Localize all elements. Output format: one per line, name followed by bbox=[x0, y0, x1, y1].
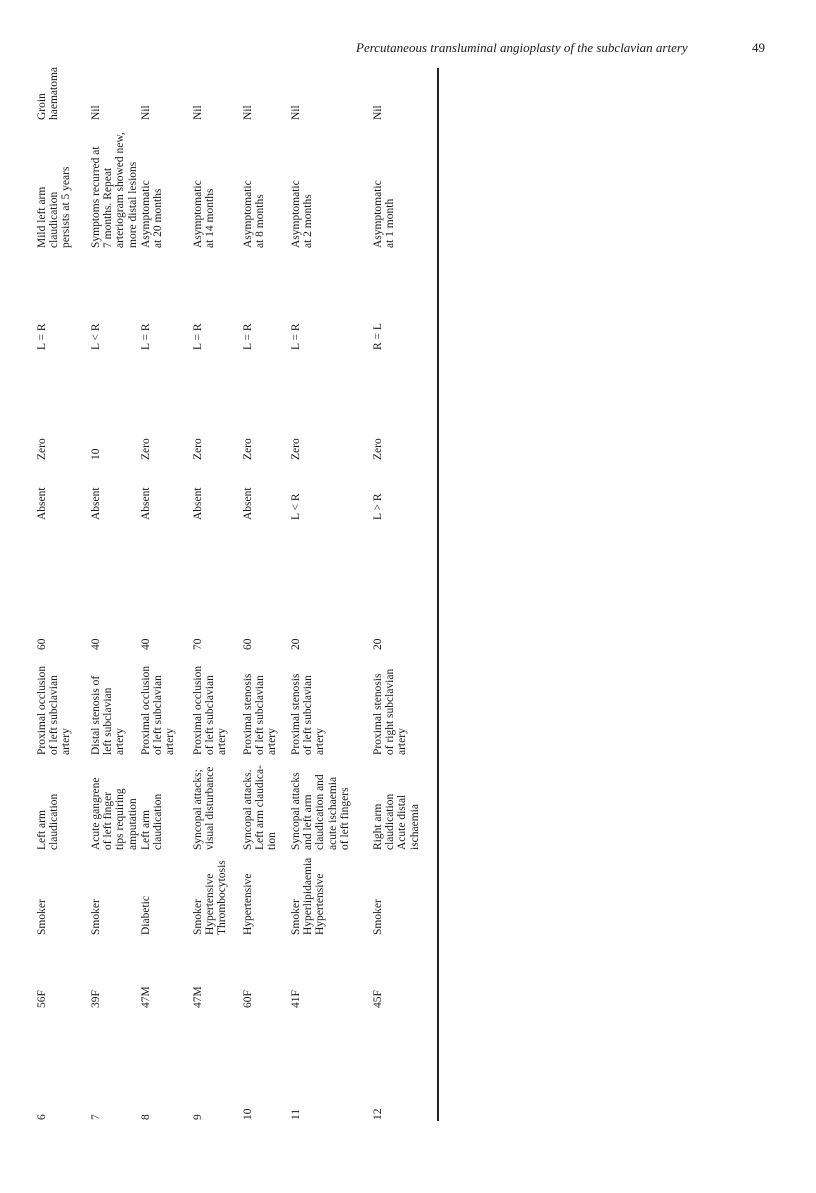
blood-pressure-text: R = L bbox=[372, 323, 384, 350]
radial-pulse-cell bbox=[192, 487, 204, 520]
symptoms-cell bbox=[90, 778, 139, 850]
symptoms-text: claudication bbox=[48, 793, 61, 850]
complication-text: Nil bbox=[290, 105, 302, 120]
case-number-cell bbox=[90, 1114, 102, 1120]
lesion-text: Proximal occlusion bbox=[192, 665, 204, 755]
radial-pulse-text: Absent bbox=[242, 487, 254, 520]
pressure-gradient-text: Zero bbox=[372, 438, 384, 460]
complication-cell bbox=[242, 105, 254, 120]
lesion-text: artery bbox=[314, 728, 327, 755]
case-number-text: 9 bbox=[192, 1114, 204, 1120]
outcome-text: Asymptomatic bbox=[372, 180, 384, 248]
age-sex-text: 47M bbox=[192, 986, 204, 1008]
outcome-text: Asymptomatic bbox=[140, 180, 152, 248]
outcome-text: arteriogram showed new, bbox=[114, 132, 127, 248]
age-sex-cell bbox=[242, 990, 254, 1008]
stenosis-percent-cell bbox=[90, 639, 102, 651]
age-sex-cell bbox=[36, 990, 48, 1008]
blood-pressure-text: L = R bbox=[192, 323, 204, 350]
symptoms-cell bbox=[140, 794, 164, 850]
radial-pulse-cell bbox=[290, 493, 302, 520]
outcome-text: claudication bbox=[48, 191, 61, 248]
stenosis-percent-text: 60 bbox=[242, 638, 254, 650]
lesion-text: of left subclavian bbox=[152, 675, 165, 755]
symptoms-text: of left fingers bbox=[338, 787, 351, 850]
symptoms-cell bbox=[36, 794, 60, 850]
lesion-text: artery bbox=[114, 728, 127, 755]
blood-pressure-cell bbox=[90, 323, 102, 350]
case-number-cell bbox=[290, 1109, 302, 1120]
symptoms-text: Left arm claudica- bbox=[254, 765, 267, 850]
symptoms-text: and left arm bbox=[302, 794, 315, 850]
stenosis-percent-cell bbox=[242, 639, 254, 651]
outcome-text: Asymptomatic bbox=[242, 180, 254, 248]
symptoms-text: tion bbox=[266, 832, 279, 850]
lesion-text: of left subclavian bbox=[48, 675, 61, 755]
symptoms-text: Left arm bbox=[140, 810, 152, 850]
symptoms-text: Syncopal attacks. bbox=[242, 769, 254, 850]
outcome-text: at 8 months bbox=[254, 194, 267, 248]
radial-pulse-cell bbox=[242, 487, 254, 520]
radial-pulse-text: Absent bbox=[140, 487, 152, 520]
lesion-text: artery bbox=[164, 728, 177, 755]
outcome-text: at 14 months bbox=[204, 188, 217, 248]
blood-pressure-text: L = R bbox=[290, 323, 302, 350]
case-number-text: 11 bbox=[290, 1108, 302, 1120]
risk-factors-text: Smoker bbox=[192, 899, 204, 935]
lesion-cell bbox=[290, 674, 327, 755]
age-sex-cell bbox=[140, 986, 152, 1008]
risk-factors-cell bbox=[140, 896, 152, 935]
symptoms-text: claudication bbox=[384, 793, 397, 850]
symptoms-text: amputation bbox=[126, 798, 139, 850]
risk-factors-cell bbox=[192, 860, 229, 935]
case-number-text: 8 bbox=[140, 1114, 152, 1120]
pressure-gradient-text: Zero bbox=[192, 438, 204, 460]
pressure-gradient-cell bbox=[372, 438, 384, 460]
symptoms-text: Acute gangrene bbox=[90, 777, 102, 850]
risk-factors-cell bbox=[90, 899, 102, 935]
complication-cell bbox=[290, 105, 302, 120]
age-sex-cell bbox=[90, 990, 102, 1008]
outcome-text: more distal lesions bbox=[126, 161, 139, 248]
outcome-text: Asymptomatic bbox=[290, 180, 302, 248]
outcome-cell bbox=[290, 180, 314, 248]
lesion-cell bbox=[192, 666, 229, 755]
running-head: Percutaneous transluminal angioplasty of the subclavian artery bbox=[356, 40, 688, 55]
blood-pressure-cell bbox=[140, 323, 152, 350]
lesion-text: of right subclavian bbox=[384, 668, 397, 755]
blood-pressure-text: L = R bbox=[140, 323, 152, 350]
lesion-text: Proximal occlusion bbox=[36, 665, 48, 755]
symptoms-cell bbox=[242, 765, 279, 850]
stenosis-percent-cell bbox=[140, 639, 152, 651]
case-number-text: 10 bbox=[242, 1108, 254, 1120]
outcome-cell bbox=[36, 167, 73, 248]
symptoms-text: claudication and bbox=[314, 774, 327, 850]
lesion-cell bbox=[90, 676, 127, 755]
complication-cell bbox=[192, 105, 204, 120]
symptoms-text: Right arm bbox=[372, 803, 384, 850]
pressure-gradient-text: 10 bbox=[90, 448, 102, 460]
outcome-cell bbox=[242, 180, 266, 248]
outcome-text: persists at 5 years bbox=[60, 166, 73, 248]
pressure-gradient-text: Zero bbox=[36, 438, 48, 460]
lesion-cell bbox=[372, 669, 409, 755]
complication-cell bbox=[90, 105, 102, 120]
blood-pressure-cell bbox=[36, 323, 48, 350]
lesion-text: Proximal stenosis bbox=[290, 673, 302, 755]
lesion-text: artery bbox=[60, 728, 73, 755]
age-sex-cell bbox=[372, 990, 384, 1008]
risk-factors-cell bbox=[290, 858, 327, 935]
outcome-text: Symptoms recurred at bbox=[90, 146, 102, 248]
case-number-cell bbox=[242, 1109, 254, 1121]
lesion-cell bbox=[242, 674, 279, 755]
risk-factors-cell bbox=[242, 874, 254, 935]
case-number-cell bbox=[372, 1109, 384, 1121]
case-number-cell bbox=[192, 1114, 204, 1120]
age-sex-cell bbox=[192, 986, 204, 1008]
stenosis-percent-text: 40 bbox=[90, 638, 102, 650]
outcome-cell bbox=[192, 180, 216, 248]
lesion-text: of left subclavian bbox=[302, 675, 315, 755]
symptoms-text: Left arm bbox=[36, 810, 48, 850]
risk-factors-text: Hypertensive bbox=[242, 873, 254, 935]
age-sex-text: 45F bbox=[372, 990, 384, 1008]
lesion-cell bbox=[36, 666, 73, 755]
lesion-text: left subclavian bbox=[102, 687, 115, 755]
radial-pulse-text: Absent bbox=[192, 487, 204, 520]
symptoms-text: ischaemia bbox=[408, 804, 421, 850]
lesion-cell bbox=[140, 666, 177, 755]
risk-factors-cell bbox=[36, 899, 48, 935]
lesion-text: artery bbox=[216, 728, 229, 755]
lesion-text: artery bbox=[266, 728, 279, 755]
blood-pressure-cell bbox=[290, 323, 302, 350]
case-number-cell bbox=[36, 1114, 48, 1120]
complication-text: Nil bbox=[140, 105, 152, 120]
outcome-text: at 1 month bbox=[384, 198, 397, 248]
outcome-text: at 20 months bbox=[152, 188, 165, 248]
age-sex-text: 39F bbox=[90, 990, 102, 1008]
lesion-text: artery bbox=[396, 728, 409, 755]
outcome-cell bbox=[90, 132, 139, 248]
stenosis-percent-text: 20 bbox=[372, 638, 384, 650]
stenosis-percent-text: 70 bbox=[192, 638, 204, 650]
complication-text: Nil bbox=[372, 105, 384, 120]
risk-factors-text: Smoker bbox=[290, 899, 302, 935]
complication-text: Nil bbox=[192, 105, 204, 120]
outcome-text: at 2 months bbox=[302, 194, 315, 248]
symptoms-text: claudication bbox=[152, 793, 165, 850]
complication-text: Groin bbox=[36, 93, 48, 120]
radial-pulse-cell bbox=[90, 487, 102, 520]
radial-pulse-text: L > R bbox=[372, 493, 384, 520]
complication-cell bbox=[140, 105, 152, 120]
lesion-text: Proximal stenosis bbox=[372, 673, 384, 755]
risk-factors-text: Smoker bbox=[90, 899, 102, 935]
outcome-text: 7 months. Repeat bbox=[102, 167, 115, 248]
stenosis-percent-text: 40 bbox=[140, 638, 152, 650]
symptoms-cell bbox=[372, 794, 421, 850]
outcome-text: Asymptomatic bbox=[192, 180, 204, 248]
risk-factors-text: Hypertensive bbox=[314, 873, 327, 935]
risk-factors-text: Thrombocytosis bbox=[216, 860, 229, 935]
stenosis-percent-cell bbox=[36, 639, 48, 651]
symptoms-text: of left finger bbox=[102, 791, 115, 850]
age-sex-cell bbox=[290, 990, 302, 1008]
radial-pulse-cell bbox=[372, 493, 384, 520]
pressure-gradient-cell bbox=[242, 438, 254, 460]
blood-pressure-cell bbox=[192, 323, 204, 350]
risk-factors-text: Smoker bbox=[36, 899, 48, 935]
blood-pressure-text: L = R bbox=[36, 323, 48, 350]
blood-pressure-cell bbox=[242, 323, 254, 350]
pressure-gradient-cell bbox=[140, 438, 152, 460]
symptoms-text: Acute distal bbox=[396, 794, 409, 850]
case-number-cell bbox=[140, 1114, 152, 1120]
blood-pressure-cell bbox=[372, 323, 384, 350]
complication-cell bbox=[372, 105, 384, 120]
risk-factors-text: Smoker bbox=[372, 899, 384, 935]
outcome-text: Mild left arm bbox=[36, 186, 48, 248]
symptoms-cell bbox=[290, 772, 351, 850]
blood-pressure-text: L < R bbox=[90, 323, 102, 350]
stenosis-percent-cell bbox=[290, 639, 302, 651]
blood-pressure-text: L = R bbox=[242, 323, 254, 350]
lesion-text: Distal stenosis of bbox=[90, 675, 102, 755]
lesion-text: of left subclavian bbox=[254, 675, 267, 755]
symptoms-text: tips requiring bbox=[114, 788, 127, 850]
age-sex-text: 41F bbox=[290, 990, 302, 1008]
pressure-gradient-cell bbox=[90, 449, 102, 461]
lesion-text: Proximal stenosis bbox=[242, 673, 254, 755]
complication-text: Nil bbox=[242, 105, 254, 120]
complication-text: Nil bbox=[90, 105, 102, 120]
risk-factors-text: Diabetic bbox=[140, 896, 152, 935]
case-number-text: 7 bbox=[90, 1114, 102, 1120]
case-number-text: 6 bbox=[36, 1114, 48, 1120]
pressure-gradient-text: Zero bbox=[140, 438, 152, 460]
age-sex-text: 47M bbox=[140, 986, 152, 1008]
pressure-gradient-cell bbox=[290, 438, 302, 460]
stenosis-percent-text: 20 bbox=[290, 638, 302, 650]
risk-factors-text: Hyperlipidaemia bbox=[302, 857, 315, 935]
case-number-text: 12 bbox=[372, 1108, 384, 1120]
risk-factors-cell bbox=[372, 899, 384, 935]
symptoms-cell bbox=[192, 767, 216, 850]
radial-pulse-cell bbox=[140, 487, 152, 520]
pressure-gradient-text: Zero bbox=[242, 438, 254, 460]
lesion-text: Proximal occlusion bbox=[140, 665, 152, 755]
radial-pulse-cell bbox=[36, 487, 48, 520]
symptoms-text: Syncopal attacks; bbox=[192, 769, 204, 850]
radial-pulse-text: Absent bbox=[90, 487, 102, 520]
age-sex-text: 60F bbox=[242, 990, 254, 1008]
stenosis-percent-text: 60 bbox=[36, 638, 48, 650]
pressure-gradient-cell bbox=[36, 438, 48, 460]
complication-text: haematoma bbox=[48, 66, 61, 120]
risk-factors-text: Hypertensive bbox=[204, 873, 217, 935]
symptoms-text: visual disturbance bbox=[204, 766, 217, 850]
symptoms-text: Syncopal attacks bbox=[290, 772, 302, 850]
radial-pulse-text: L < R bbox=[290, 493, 302, 520]
outcome-cell bbox=[372, 180, 396, 248]
rotated-table bbox=[20, 66, 440, 1120]
radial-pulse-text: Absent bbox=[36, 487, 48, 520]
pressure-gradient-cell bbox=[192, 438, 204, 460]
stenosis-percent-cell bbox=[192, 639, 204, 651]
pressure-gradient-text: Zero bbox=[290, 438, 302, 460]
page-number: 49 bbox=[752, 40, 765, 55]
outcome-cell bbox=[140, 180, 164, 248]
symptoms-text: acute ischaemia bbox=[326, 776, 339, 850]
age-sex-text: 56F bbox=[36, 990, 48, 1008]
lesion-text: of left subclavian bbox=[204, 675, 217, 755]
stenosis-percent-cell bbox=[372, 639, 384, 651]
complication-cell bbox=[36, 67, 60, 120]
